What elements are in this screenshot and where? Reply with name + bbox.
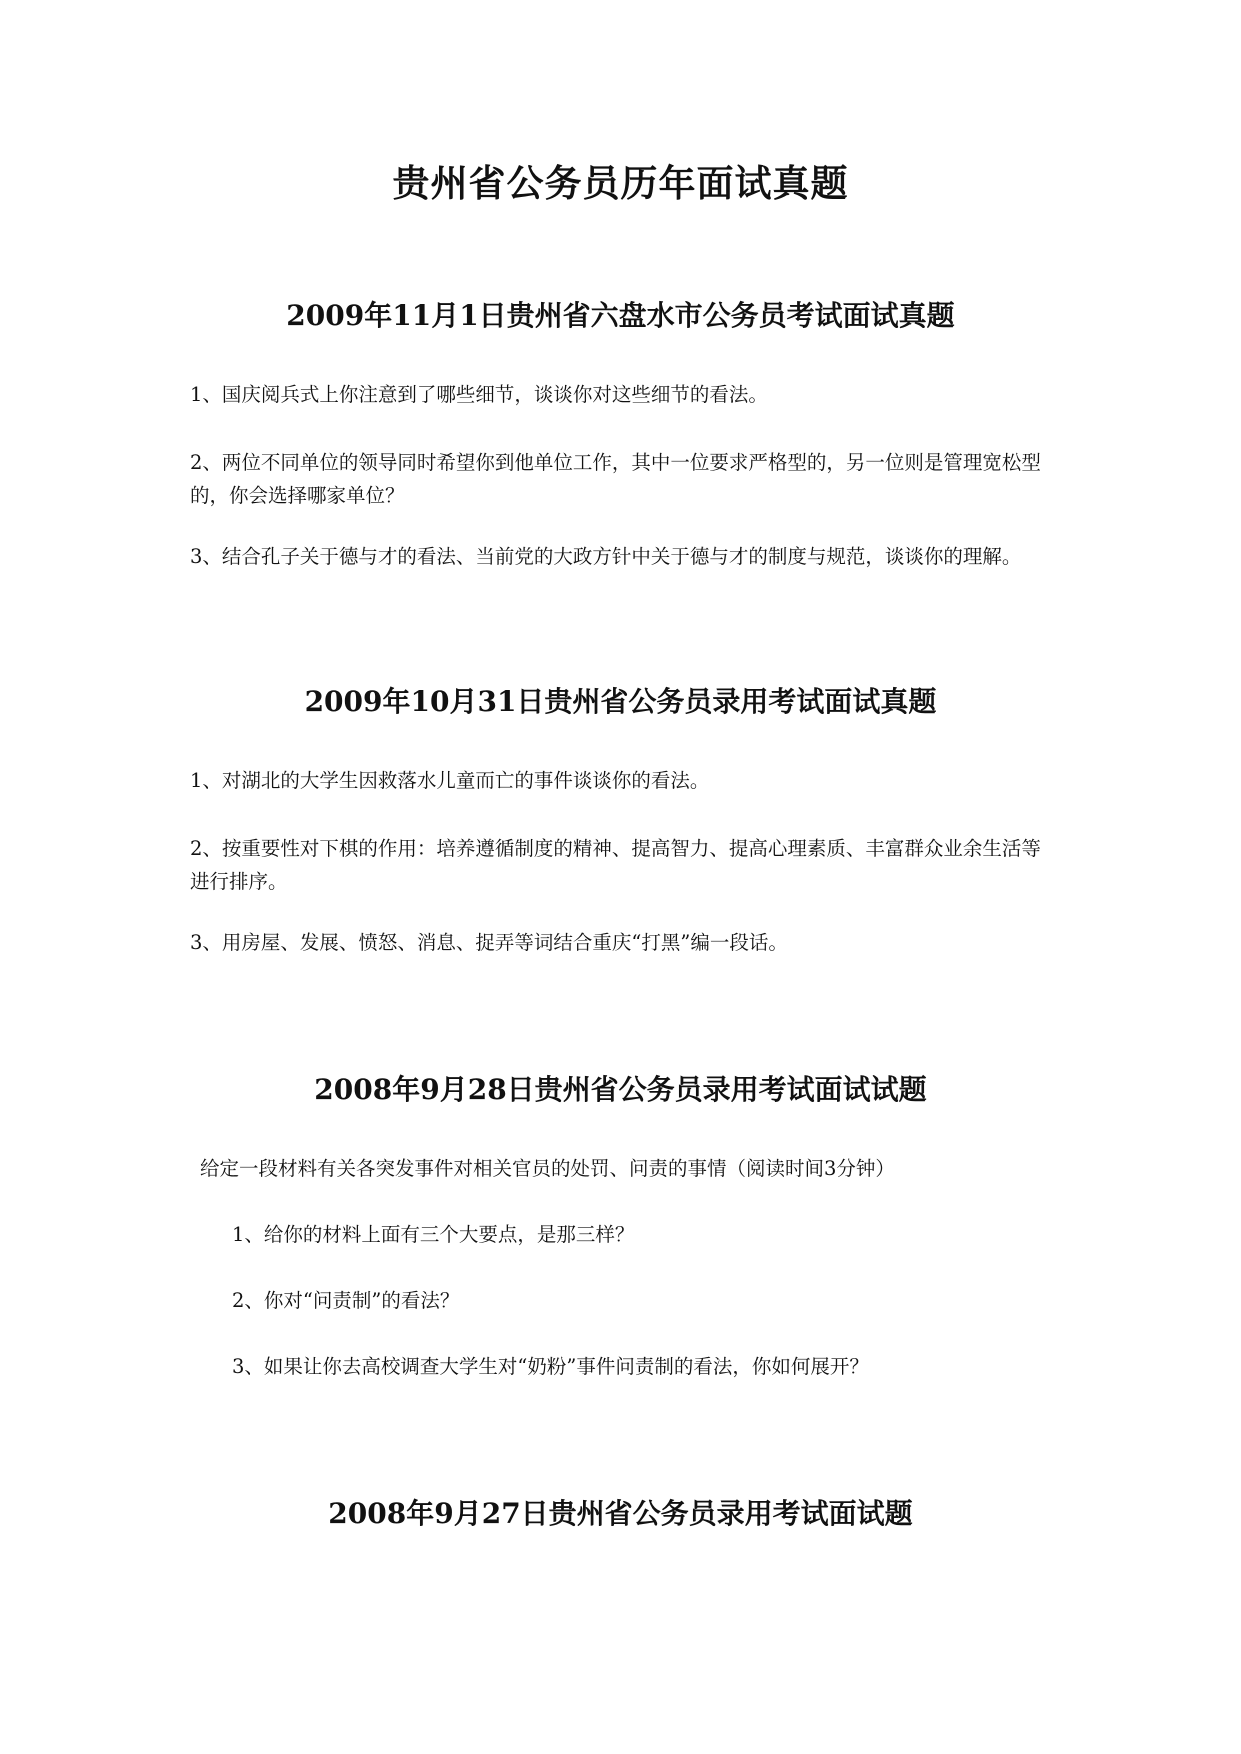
section-heading: 2008年9月28日贵州省公务员录用考试面试试题 xyxy=(314,1073,927,1106)
question-item: 1、对湖北的大学生因救落水儿童而亡的事件谈谈你的看法。 xyxy=(190,769,710,792)
question-item: 2、按重要性对下棋的作用：培养遵循制度的精神、提高智力、提高心理素质、丰富群众业余生活等进行排序。 xyxy=(190,837,1041,893)
question-item: 3、如果让你去高校调查大学生对“奶粉”事件问责制的看法，你如何展开？ xyxy=(232,1355,869,1378)
document-title: 贵州省公务员历年面试真题 xyxy=(392,161,849,205)
question-item: 3、用房屋、发展、愤怒、消息、捉弄等词结合重庆“打黑”编一段话。 xyxy=(190,931,788,954)
question-item: 1、国庆阅兵式上你注意到了哪些细节，谈谈你对这些细节的看法。 xyxy=(190,383,768,406)
question-item: 1、给你的材料上面有三个大要点，是那三样？ xyxy=(232,1223,635,1246)
question-item: 2、你对“问责制”的看法？ xyxy=(232,1289,460,1312)
section-heading: 2009年11月1日贵州省六盘水市公务员考试面试真题 xyxy=(286,299,955,332)
section-heading: 2008年9月27日贵州省公务员录用考试面试题 xyxy=(328,1497,913,1530)
question-item: 2、两位不同单位的领导同时希望你到他单位工作，其中一位要求严格型的，另一位则是管理宽松型的，你会选择哪家单位？ xyxy=(190,451,1041,507)
question-item: 3、结合孔子关于德与才的看法、当前党的大政方针中关于德与才的制度与规范，谈谈你的理解。 xyxy=(190,545,1022,568)
material-intro: 给定一段材料有关各突发事件对相关官员的处罚、问责的事情（阅读时间3分钟） xyxy=(200,1157,895,1180)
section-heading: 2009年10月31日贵州省公务员录用考试面试真题 xyxy=(304,685,937,718)
